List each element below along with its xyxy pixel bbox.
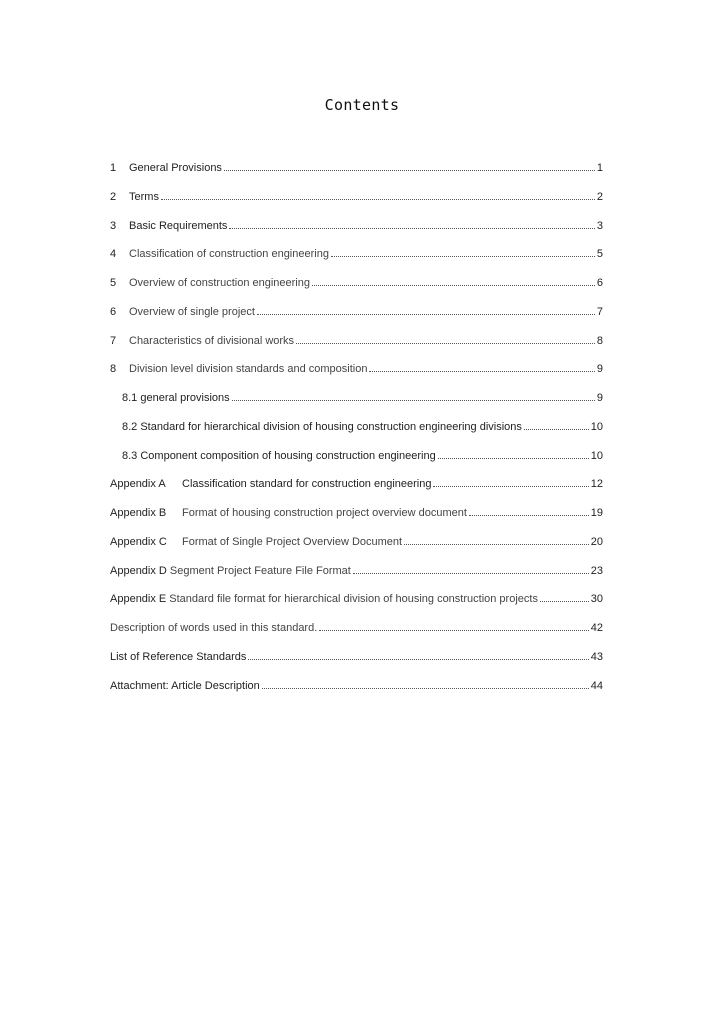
toc-entry-3[interactable] bbox=[110, 217, 603, 246]
toc-entry-page: 3 bbox=[596, 219, 603, 232]
toc-entry-label: Basic Requirements bbox=[129, 219, 228, 232]
toc-entry-appendix-c[interactable] bbox=[110, 533, 603, 562]
toc-entry-appendix-d[interactable] bbox=[110, 562, 603, 591]
toc-entry-number: Appendix E bbox=[110, 593, 167, 606]
toc-entry-number: 1 bbox=[110, 162, 117, 174]
toc-entry-number: Appendix A bbox=[110, 478, 166, 491]
toc-entry-page: 12 bbox=[590, 478, 603, 491]
toc-entry-page: 2 bbox=[596, 190, 603, 203]
toc-entry-appendix-e[interactable] bbox=[110, 590, 603, 619]
toc-leader-dots bbox=[331, 256, 595, 257]
toc-entry-7[interactable] bbox=[110, 332, 603, 361]
toc-entry-page: 44 bbox=[590, 679, 603, 692]
toc-leader-dots bbox=[540, 601, 589, 602]
toc-entry-number: 8 bbox=[110, 363, 117, 376]
toc-entry-label: Overview of single project bbox=[129, 305, 255, 318]
toc-leader-dots bbox=[161, 199, 595, 200]
toc-entry-label: Classification standard for construction engineering bbox=[182, 478, 432, 491]
toc-entry-label: List of Reference Standards bbox=[110, 650, 247, 663]
page-title: Contents bbox=[324, 96, 400, 114]
toc-entry-number: 7 bbox=[110, 334, 117, 347]
table-of-contents bbox=[110, 159, 603, 705]
toc-entry-page: 7 bbox=[596, 305, 603, 318]
toc-entry-label: 8.2 Standard for hierarchical division of housing construction engineering divisions bbox=[122, 420, 522, 433]
toc-entry-number: Appendix B bbox=[110, 507, 167, 519]
toc-entry-page: 8 bbox=[596, 334, 603, 347]
toc-entry-number: 5 bbox=[110, 277, 117, 289]
toc-entry-number: 4 bbox=[110, 248, 117, 261]
toc-entry-page: 5 bbox=[596, 248, 603, 261]
toc-entry-label: 8.3 Component composition of housing construction engineering bbox=[122, 449, 436, 462]
toc-entry-page: 23 bbox=[590, 564, 603, 577]
toc-leader-dots bbox=[353, 573, 589, 574]
toc-entry-label: Description of words used in this standard. bbox=[110, 622, 318, 634]
toc-entry-page: 19 bbox=[590, 507, 603, 519]
toc-entry-page: 20 bbox=[590, 535, 603, 548]
toc-entry-8-3[interactable] bbox=[110, 447, 603, 476]
toc-entry-label: Segment Project Feature File Format bbox=[169, 564, 351, 577]
toc-leader-dots bbox=[469, 515, 589, 516]
toc-entry-number: Appendix D bbox=[110, 564, 167, 577]
toc-entry-page: 9 bbox=[596, 392, 603, 404]
toc-entry-page: 30 bbox=[590, 593, 603, 606]
toc-entry-label: 8.1 general provisions bbox=[122, 392, 230, 404]
toc-entry-label: Standard file format for hierarchical division of housing construction projects bbox=[169, 593, 538, 606]
toc-entry-label: Classification of construction engineering bbox=[129, 248, 329, 261]
toc-entry-number: 2 bbox=[110, 190, 117, 203]
toc-leader-dots bbox=[296, 343, 595, 344]
toc-leader-dots bbox=[312, 285, 595, 286]
toc-entry-8[interactable] bbox=[110, 360, 603, 389]
toc-entry-2[interactable] bbox=[110, 188, 603, 217]
toc-entry-label: Attachment: Article Description bbox=[110, 679, 260, 692]
toc-entry-label: Format of Single Project Overview Document bbox=[182, 535, 403, 548]
toc-leader-dots bbox=[433, 486, 588, 487]
toc-leader-dots bbox=[262, 688, 589, 689]
toc-entry-page: 1 bbox=[596, 162, 603, 174]
toc-entry-reference-standards[interactable] bbox=[110, 648, 603, 677]
toc-entry-6[interactable] bbox=[110, 303, 603, 332]
toc-entry-page: 10 bbox=[590, 420, 603, 433]
toc-leader-dots bbox=[232, 400, 595, 401]
toc-leader-dots bbox=[248, 659, 588, 660]
toc-entry-4[interactable] bbox=[110, 245, 603, 274]
toc-leader-dots bbox=[524, 429, 589, 430]
toc-entry-appendix-a[interactable] bbox=[110, 475, 603, 504]
toc-entry-1[interactable] bbox=[110, 159, 603, 188]
toc-entry-page: 6 bbox=[596, 277, 603, 289]
toc-entry-number: Appendix C bbox=[110, 535, 167, 548]
toc-entry-number: 6 bbox=[110, 305, 117, 318]
toc-entry-label: Overview of construction engineering bbox=[129, 277, 310, 289]
toc-entry-description-of-words[interactable] bbox=[110, 619, 603, 648]
toc-leader-dots bbox=[229, 228, 594, 229]
toc-leader-dots bbox=[404, 544, 589, 545]
toc-entry-8-1[interactable] bbox=[110, 389, 603, 418]
toc-entry-label: General Provisions bbox=[129, 162, 222, 174]
toc-entry-page: 42 bbox=[590, 622, 603, 634]
toc-entry-number: 3 bbox=[110, 219, 117, 232]
toc-entry-page: 10 bbox=[590, 449, 603, 462]
toc-entry-label: Division level division standards and composition bbox=[129, 363, 368, 376]
toc-leader-dots bbox=[369, 371, 594, 372]
toc-entry-attachment[interactable] bbox=[110, 677, 603, 706]
toc-leader-dots bbox=[257, 314, 595, 315]
toc-entry-page: 9 bbox=[596, 363, 603, 376]
toc-entry-label: Format of housing construction project overview document bbox=[182, 507, 467, 519]
toc-entry-5[interactable] bbox=[110, 274, 603, 303]
toc-entry-appendix-b[interactable] bbox=[110, 504, 603, 533]
toc-entry-8-2[interactable] bbox=[110, 418, 603, 447]
toc-entry-label: Characteristics of divisional works bbox=[129, 334, 295, 347]
toc-leader-dots bbox=[319, 630, 588, 631]
toc-leader-dots bbox=[224, 170, 595, 171]
toc-entry-page: 43 bbox=[590, 650, 603, 663]
toc-leader-dots bbox=[438, 458, 589, 459]
toc-entry-label: Terms bbox=[129, 190, 159, 203]
